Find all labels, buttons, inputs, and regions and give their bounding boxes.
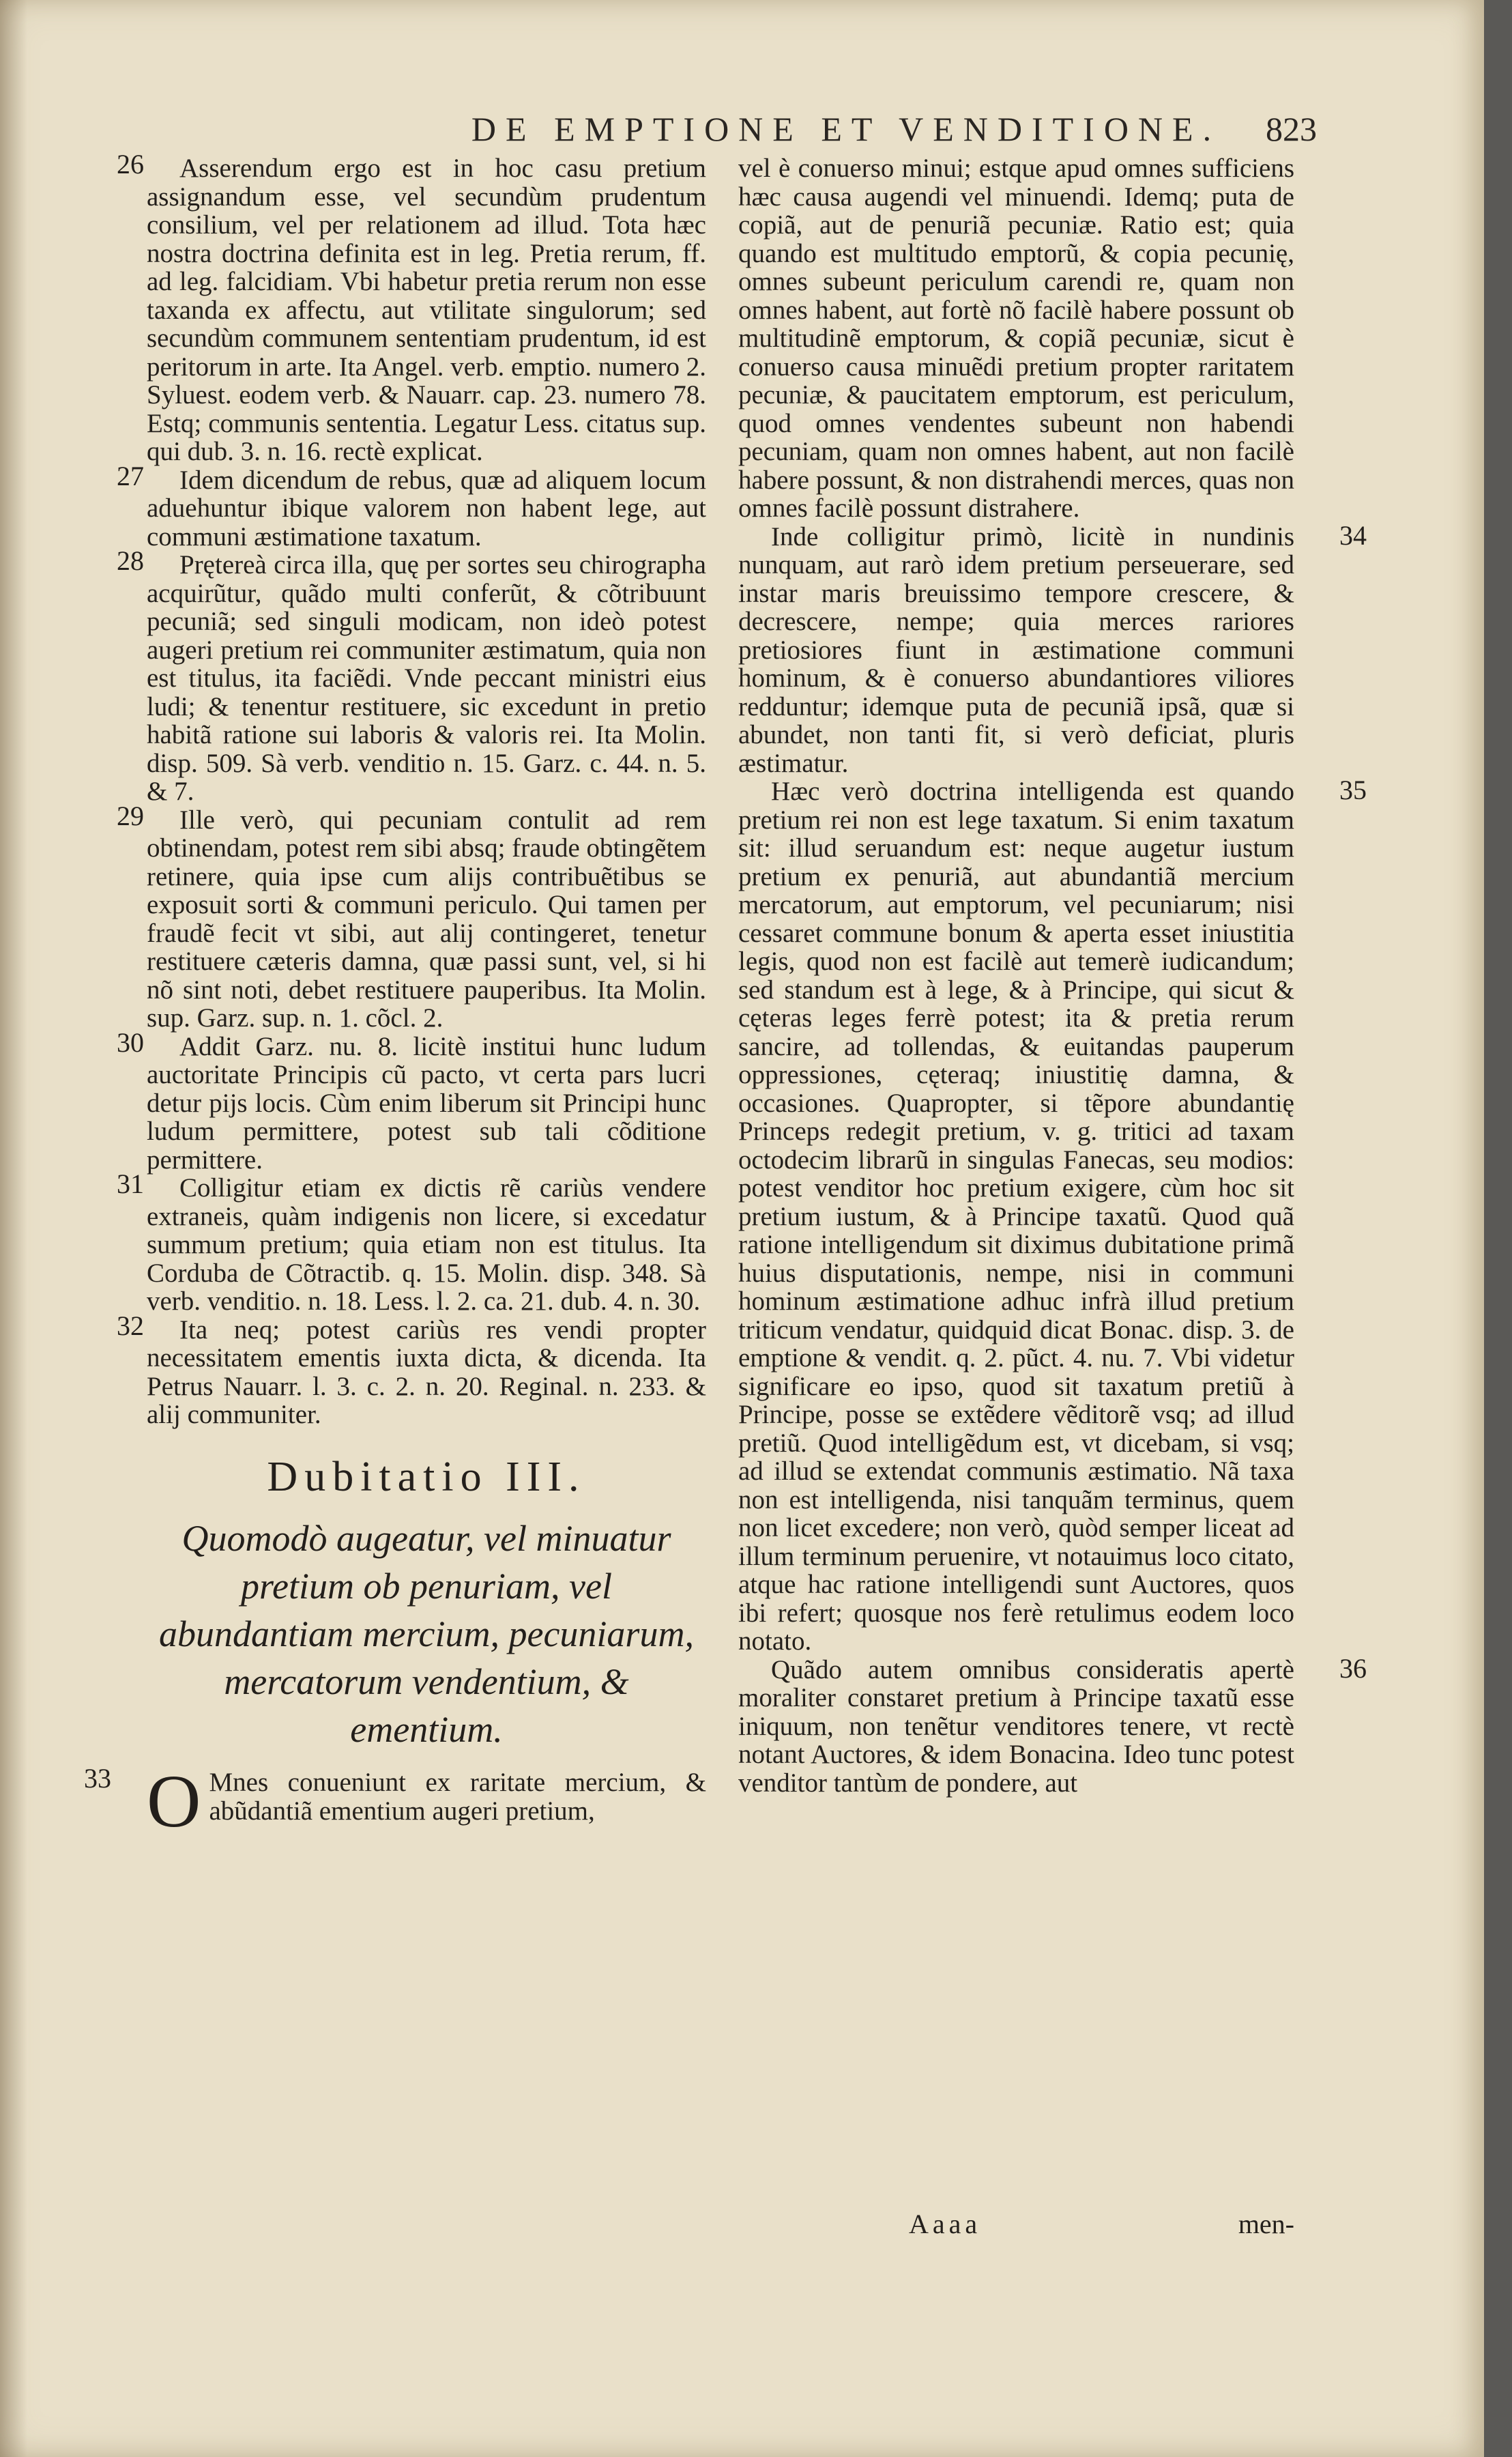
drop-cap: O	[147, 1759, 201, 1843]
running-head: DE EMPTIONE ET VENDITIONE.	[471, 110, 1221, 148]
marginal-number: 26	[117, 149, 144, 179]
marginal-number: 36	[1339, 1652, 1367, 1684]
page-header	[0, 109, 1484, 150]
marginal-number: 35	[1339, 775, 1367, 805]
gutter-shadow	[0, 0, 27, 2457]
marginal-number: 29	[117, 800, 144, 831]
paragraph-text: Ita neq; potest cariùs res vendi propter necessitatem ementis iuxta dicta, & dicenda. Ita Petrus Nauarr. l. 3. c. 2. n. 20. Reginal. n. 233. & alij communiter.	[147, 1314, 706, 1429]
marginal-number: 30	[117, 1026, 144, 1058]
paragraph-28	[117, 545, 706, 806]
paragraph-35	[738, 775, 1367, 1656]
paragraph-text: Mnes conueniunt ex raritate mercium, & abũdantiã ementium augeri pretium,	[209, 1768, 706, 1826]
section-title: Quomodò augeatur, vel minuatur pretium ob penuriam, vel abundantiam mercium, pecuniarum, mercatorum vendentium, & ementium.	[159, 1518, 694, 1750]
signature-mark: Aaaa	[909, 2209, 982, 2239]
paragraph-text: Prętereà circa illa, quę per sortes seu chirographa acquirũtur, quãdo multi conferũt, & cõtribuunt pecuniã; sed singuli modicam, non ideò potest augeri pretium rei communiter æstimatum, quia non est titulus, ita faciẽdi. Vnde peccant ministri eius ludi; & tenentur restituere, sic excedunt in pretio habitã ratione sui laboris & valoris rei. Ita Molin. disp. 509. Sà verb. venditio n. 15. Garz. c. 44. n. 5. & 7.	[147, 550, 706, 806]
paragraph-33	[84, 1759, 706, 1843]
paragraph-36	[738, 1652, 1367, 1798]
marginal-number: 32	[117, 1310, 144, 1341]
paragraph-26	[117, 149, 706, 466]
paragraph-31	[117, 1168, 706, 1316]
left-column	[84, 149, 706, 1843]
marginal-number: 28	[117, 545, 144, 576]
paragraph-continued	[738, 154, 1294, 523]
marginal-number: 33	[84, 1763, 111, 1794]
paragraph-text: Asserendum ergo est in hoc casu pretium assignandum esse, vel secundùm prudentum consilium, vel per relationem ad illud. Tota hæc nostra doctrina definita est in leg. Pretia rerum, ff. ad leg. falcidiam. Vbi habetur pretia rerum non esse taxanda ex affectu, aut vtilitate singulorum; sed secundùm communem sententiam prudentum, id est peritorum in arte. Ita Angel. verb. emptio. numero 2. Syluest. eodem verb. & Nauarr. cap. 23. numero 78. Estq; communis sententia. Legatur Less. citatus sup. qui dub. 3. n. 16. rectè explicat.	[147, 154, 706, 466]
paragraph-34	[738, 519, 1367, 778]
paragraph-text: Ille verò, qui pecuniam contulit ad rem obtinendam, potest rem sibi absq; fraude obtingẽtem retinere, quia ipse cum alijs contribuẽtibus se exposuit sorti & communi periculo. Qui tamen per fraudẽ fecit vt sibi, aut alij contingeret, tenetur restituere cæteris damna, quæ passi sunt, vel, si hi nõ sint noti, debet restituere pauperibus. Ita Molin. sup. Garz. sup. n. 1. cõcl. 2.	[147, 805, 706, 1033]
paragraph-text: Inde colligitur primò, licitè in nundinis nunquam, aut rarò idem pretium perseuerare, sed instar maris breuissimo tempore crescere, & decrescere, nempe; quia merces rariores pretiosiores fiunt in æstimatione communi hominum, & è conuerso abundantiores viliores redduntur; idemque puta de pecuniã ipsã, quæ si abundet, non tanti fit, si verò deficiat, pluris æstimatur.	[738, 521, 1294, 778]
paragraph-text: vel è conuerso minui; estque apud omnes sufficiens hæc causa augendi vel minuendi. Idemq; puta de copiã, aut de penuriã pecuniæ. Ratio est; quia quando est multitudo emptorũ, & copia pecunię, omnes subeunt periculum carendi re, quam non omnes habent, aut fortè nõ facilè habere possunt ob multitudinẽ emptorum, & copiã pecuniæ, sicut è conuerso causa minuẽdi pretium propter raritatem pecuniæ, & paucitatem emptorum, est periculum, quod omnes vendentes subeunt non habendi pecuniam, quam non omnes habent, aut non facilè habere possunt, & non distrahendi merces, quas non omnes facilè possunt distrahere.	[738, 154, 1294, 523]
paragraph-text: Quãdo autem omnibus consideratis apertè moraliter constaret pretium à Principe taxatũ esse iniquum, non tenẽtur venditores tenere, vt rectè notant Auctores, & idem Bonacina. Ideo tunc potest venditor tantùm de pondere, aut	[738, 1654, 1294, 1798]
page-footer	[738, 2208, 1294, 2242]
right-column	[738, 154, 1367, 1798]
paragraph-32	[117, 1310, 706, 1429]
section-heading: Dubitatio III.	[267, 1453, 586, 1500]
folio-number: 823	[1266, 110, 1317, 148]
paragraph-text: Addit Garz. nu. 8. licitè institui hunc ludum auctoritate Principis cũ pacto, vt certa pars lucri detur pijs locis. Cùm enim liberum sit Principi hunc ludum permittere, potest sub tali cõditione permittere.	[147, 1031, 706, 1175]
paragraph-text: Hæc verò doctrina intelligenda est quando pretium rei non est lege taxatum. Si enim taxatum sit: illud seruandum est: neque augetur iustum pretium ex penuriã, aut abundantiã mercium mercatorum, aut emptorum, vel pecuniarum; nisi cessaret commune bonum & aperta esset iniustitia legis, quod non est facilè aut temerè iudicandum; sed standum est à lege, & à Principe, qui sicut & cęteras leges ferrè potest; ita & pretia rerum sancire, ad tollendas, & euitandas pauperum oppressiones, cęteraq; iniustitię damna, & occasiones. Quapropter, si tẽpore abundantię Princeps redegit pretium, v. g. tritici ad taxam octodecim librarũ in singulas Fanecas, seu modios: potest venditor hoc pretium exigere, cùm hoc sit pretium iustum, & à Principe taxatũ. Quod quã ratione intelligendum sit diximus dubitatione primã huius disputationis, nempe, nisi in communi hominum æstimatione adhuc infrà illud pretium triticum vendatur, quidquid dicat Bonac. disp. 3. de emptione & vendit. q. 2. pũct. 4. nu. 7. Vbi videtur significare eo ipso, quod sit taxatum pretiũ à Principe, posse se extẽdere vẽditorẽ vsq; ad illud pretiũ. Quod intelligẽdum est, vt dicebam, si vsq; ad illud se extendat communis æstimatio. Nã taxa non est intelligenda, nisi tanquãm terminus, quem non licet excedere; non verò, quòd semper liceat ad illum terminum peruenire, vt notauimus loco citato, atque hac ratione intelligendi sunt Auctores, quos ibi refert; quosque nos ferè retulimus eodem loco notato.	[738, 777, 1294, 1656]
paragraph-29	[117, 800, 706, 1033]
paragraph-27	[117, 460, 706, 551]
catchword: men-	[1238, 2209, 1294, 2239]
paragraph-30	[117, 1026, 706, 1175]
marginal-number: 31	[117, 1168, 144, 1199]
marginal-number: 34	[1339, 519, 1367, 551]
paragraph-text: Colligitur etiam ex dictis rẽ cariùs vendere extraneis, quàm indigenis non licere, si excedatur summum pretium; quia etiam non est titulus. Ita Corduba de Cõtractib. q. 15. Molin. disp. 348. Sà verb. venditio. n. 18. Less. l. 2. ca. 21. dub. 4. n. 30.	[147, 1173, 706, 1316]
paragraph-text: Idem dicendum de rebus, quæ ad aliquem locum aduehuntur ibique valorem non habent lege, aut communi æstimatione taxatum.	[147, 465, 706, 551]
marginal-number: 27	[117, 460, 144, 491]
